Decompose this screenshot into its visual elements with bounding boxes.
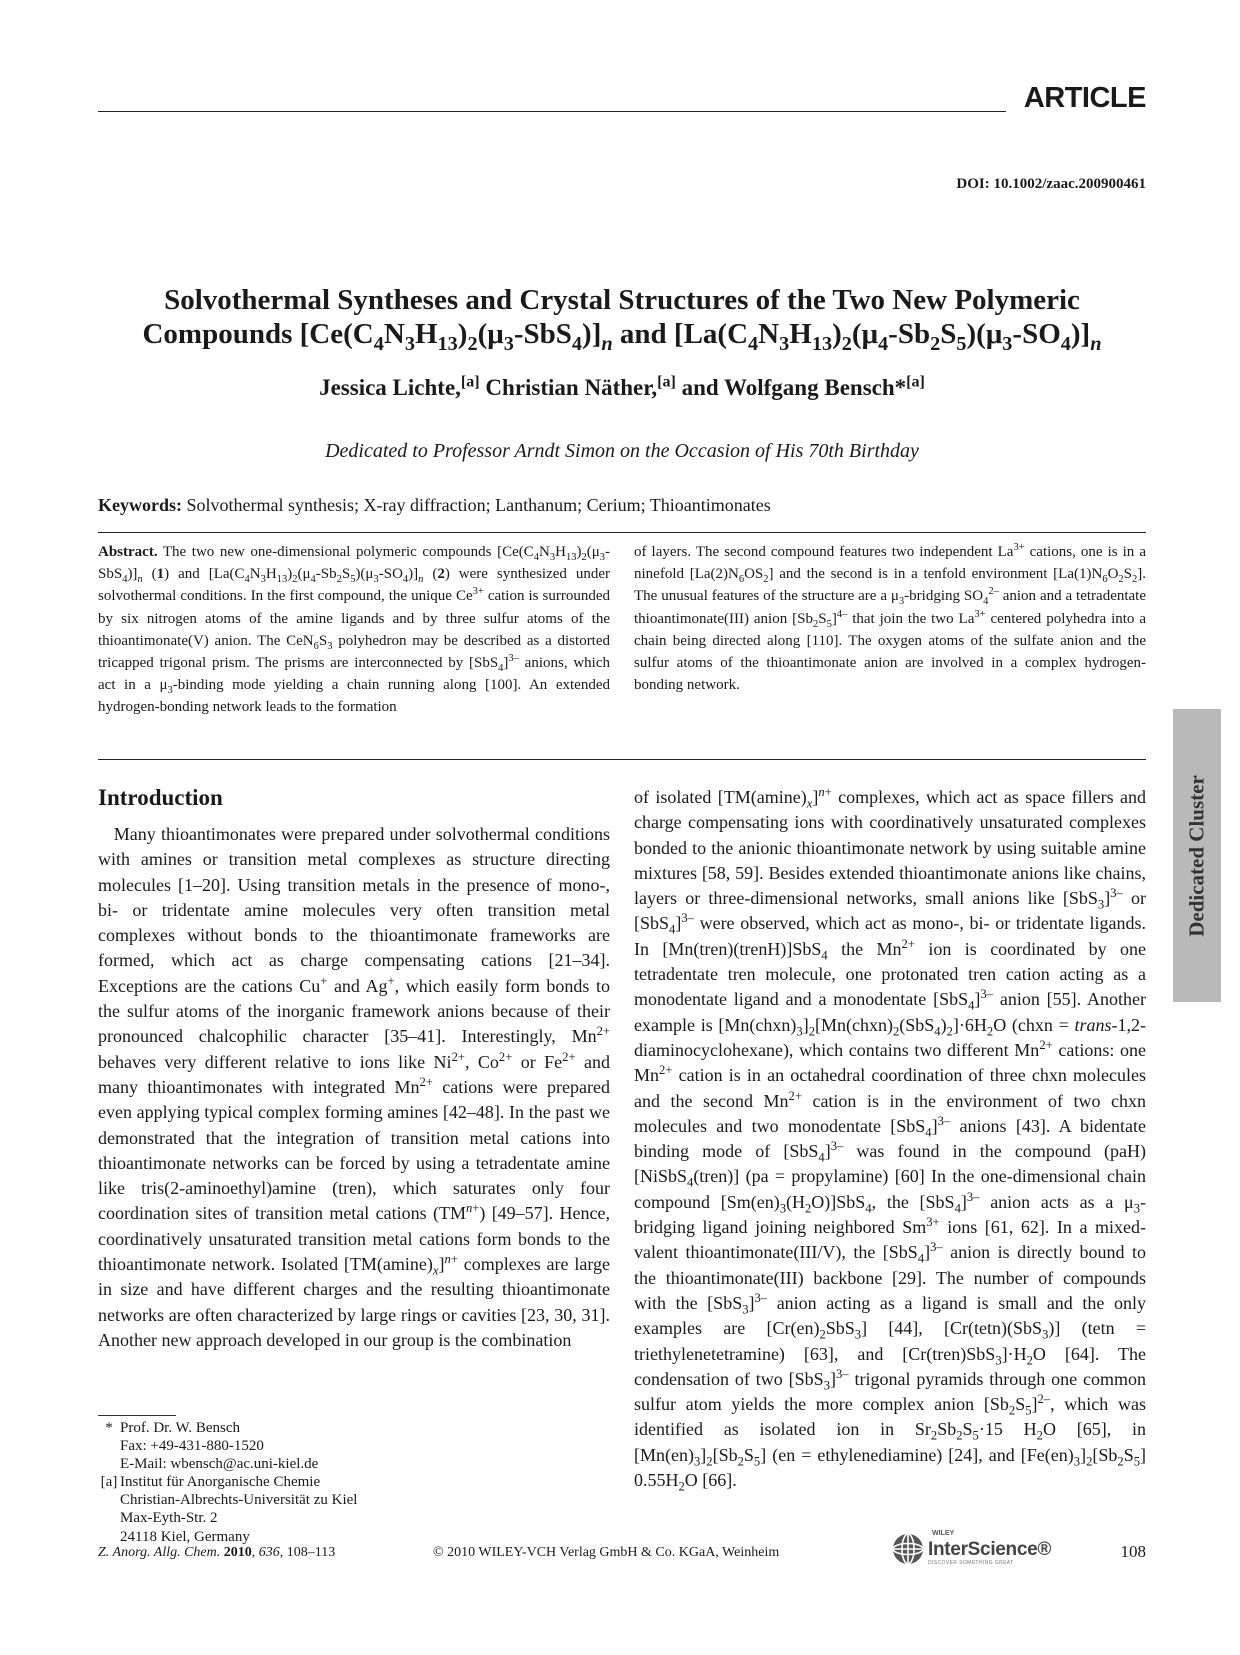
section-label: ARTICLE — [1023, 82, 1146, 114]
abstract-left — [98, 541, 610, 719]
keywords — [98, 495, 1146, 516]
intro-body-left: Many thioantimonates were prepared under solvothermal conditions with amines or transition metal complexes as structure directing molecules [1–20]. Using transition metals in the presence of mono-, bi- or tridentate amine molecules very often transition metal complexes without bonds to the thioantimonate frameworks are formed, which act as charge compensating cations [21–34]. Exceptions are the cations Cu+ and Ag+, which easily form bonds to the sulfur atoms of the inorganic framework anions because of their pronounced chalcophilic character [35–41]. Interestingly, $Mn^{2+}$ behaves very different relative to ions like $Ni^{2+}$, $Co^{2+}$ or $Fe^{2+}$ and many thioantimonates with integrated $Mn^{2+}$ cations were prepared even applying typical complex forming amines [42–48]. In the past we demonstrated that the integration of transition metal cations into thioantimonate networks can be forced by using a tetradentate amine like tris(2-aminoethyl)amine (tren), which saturates only four coordination sites of transition metal cations $(TM^{n+})$ [49–57]. Hence, coordinatively unsaturated transition metal cations form bonds to the thioantimonate network. Isolated $[TM(amine)_x]^{n+}$ complexes are large in size and have different charges and the resulting thioantimonate networks are often characterized by large rings or cavities [23, 30, 31]. Another new approach developed in our group is the combination — [98, 824, 610, 1350]
abstract-right: of layers. The second compound features two independent $La^{3+}$ cations, one is in a ninefold $[La(2)N_6OS_2]$ and the second is in a tenfold environment $[La(1)N_6O_2S_2]$. The unusual features of the structure are a $\mu_3$-bridging $SO_4^{2-}$ anion and a tetradentate thioantimonate(III) anion $[Sb_2S_5]^{4-}$ that join the two $La^{3+}$ centered polyhedra into a chain being directed along [110]. The oxygen atoms of the sulfate anion and the sulfur atoms of the thioantimonate anion are involved in a complex hydrogen-bonding network. — [634, 542, 1147, 694]
header-rule — [98, 111, 1006, 112]
doi[interactable]: DOI: 10.1002/zaac.200900461 — [956, 176, 1146, 192]
abstract-top-rule — [98, 532, 1146, 533]
footnote-mark: [a] — [100, 1474, 118, 1491]
logo-super: WILEY — [932, 1530, 955, 1537]
intro-body-right: of isolated $[TM(amine)_x]^{n+}$ complexes, which act as space fillers and charge compensating ions with coordinatively unsaturated complexes bonded to the anionic thioantimonate network by using suitable amine mixtures [58, 59]. Besides extended thioantimonate anions like chains, layers or three-dimensional networks, small anions like $[SbS_3]^{3-}$ or $[SbS_4]^{3-}$ were observed, which act as mono-, bi- or tridentate ligands. In [Mn(tren)(trenH)]SbS$_4$ the $Mn^{2+}$ ion is coordinated by one tetradentate tren molecule, one protonated tren cation acting as a monodentate ligand and a monodentate $[SbS_4]^{3-}$ anion [55]. Another example is $[Mn(chxn)_3]_2[Mn(chxn)_2(SbS_4)_2]\cdot 6H_2O$ (chxn = trans-1,2-diaminocyclohexane), which contains two different $Mn^{2+}$ cations: one $Mn^{2+}$ cation is in an octahedral coordination of three chxn molecules and the second $Mn^{2+}$ cation is in the environment of two chxn molecules and two monodentate $[SbS_4]^{3-}$ anions [43]. A bidentate binding mode of $[SbS_4]^{3-}$ was found in the compound (paH)[NiSbS$_4$(tren)] (pa = propylamine) [60] In the one-dimensional chain compound $[Sm(en)_3(H_2O)]SbS_4$, the $[SbS_4]^{3-}$ anion acts as a $\mu_3$-bridging ligand joining neighbored $Sm^{3+}$ ions [61, 62]. In a mixed-valent thioantimonate(III/V), the $[SbS_4]^{3-}$ anion is directly bound to the thioantimonate(III) backbone [29]. The number of compounds with the $[SbS_3]^{3-}$ anion acting as a ligand is small and the only examples are $[Cr(en)_2SbS_3]$ [44], [Cr(tetn)(SbS$_3$)] (tetn = triethylenetetramine) [63], and $[Cr(tren)SbS_3]\cdot H_2O$ [64]. The condensation of two $[SbS_3]^{3-}$ trigonal pyramids through one common sulfur atom yields the more complex anion $[Sb_2S_5]^{2-}$, which was identified as isolated ion in $Sr_2Sb_2S_5\cdot 15$ $H_2O$ [65], in $[Mn(en)_3]_2[Sb_2S_5] (en$ = ethylenediamine) [24], and $[Fe(en)_3]_2[Sb_2S_5]$ $0.55H_2O$ [66]. — [634, 785, 1147, 1494]
paper-title: Solvothermal Syntheses and Crystal Structures of the Two New Polymeric Compounds $[Ce(C_4N_3H_{13})_2(\mu_3-SbS_4)]_n$ and $[La(C_4N_3H_{13})_2(\mu_4-Sb_2S_5)(\mu_3-SO_4)]_n$ — [142, 284, 1102, 355]
affiliation-note — [98, 1473, 610, 1545]
abstract-text-left: The two new one-dimensional polymeric compounds $[Ce(C_4N_3H_{13})_2(\mu_3-SbS_4)]_n$ (1) and $[La(C_4N_3H_{13})_2(\mu_4-Sb_2S_5)(\mu_3-SO_4)]_n$ (2) were synthesized under solvothermal conditions. In the first compound, the unique $Ce^{3+}$ cation is surrounded by six nitrogen atoms of the amine ligands and by three sulfur atoms of the thioantimonate(V) anion. The $CeN_6S_3$ polyhedron may be described as a distorted tricapped trigonal prism. The prisms are interconnected by $[SbS_4]^{3-}$ anions, which act in a $\mu_3$-binding mode yielding a chain running along [100]. An extended hydrogen-bonding network leads to the formation — [98, 544, 611, 716]
side-tab-label: Dedicated Cluster — [1184, 774, 1209, 937]
footnote-line: Institut für Anorganische Chemie — [120, 1474, 321, 1491]
footnote-rule — [98, 1415, 176, 1416]
keywords-label: Keywords: — [98, 495, 182, 515]
logo-tagline: DISCOVER SOMETHING GREAT — [928, 1560, 1014, 1566]
side-tab — [1173, 709, 1221, 1002]
corresponding-author-note — [98, 1419, 610, 1473]
author-list: Jessica Lichte,[a] Christian Näther,[a] and Wolfgang Bensch*[a] — [319, 373, 925, 400]
interscience-logo — [890, 1530, 1058, 1568]
footnote-line: Christian-Albrechts-Universität zu Kiel — [120, 1492, 358, 1509]
page-number: 108 — [1120, 1542, 1146, 1561]
keywords-text: Solvothermal synthesis; X-ray diffraction; Lanthanum; Cerium; Thioantimonates — [182, 495, 771, 515]
logo-wordmark: InterScience® — [928, 1539, 1052, 1560]
section-heading-introduction: Introduction — [98, 785, 223, 810]
copyright: © 2010 WILEY-VCH Verlag GmbH & Co. KGaA, Weinheim — [433, 1545, 780, 1560]
abstract-label: Abstract. — [98, 544, 158, 560]
footnote-line: Prof. Dr. W. Bensch — [120, 1420, 240, 1436]
email-link[interactable]: E-Mail: wbensch@ac.uni-kiel.de — [120, 1456, 319, 1473]
dedication: Dedicated to Professor Arndt Simon on the Occasion of His 70th Birthday — [325, 440, 919, 462]
globe-icon — [890, 1531, 926, 1567]
journal-citation: Z. Anorg. Allg. Chem. 2010, 636, 108–113 — [98, 1545, 336, 1560]
footnote-mark: * — [105, 1420, 113, 1436]
footnote-line: Fax: +49-431-880-1520 — [120, 1438, 264, 1455]
footnote-line: 24118 Kiel, Germany — [120, 1528, 250, 1545]
abstract-bottom-rule — [98, 759, 1146, 760]
footnote-line: Max-Eyth-Str. 2 — [120, 1510, 218, 1527]
footnote — [98, 1419, 610, 1546]
